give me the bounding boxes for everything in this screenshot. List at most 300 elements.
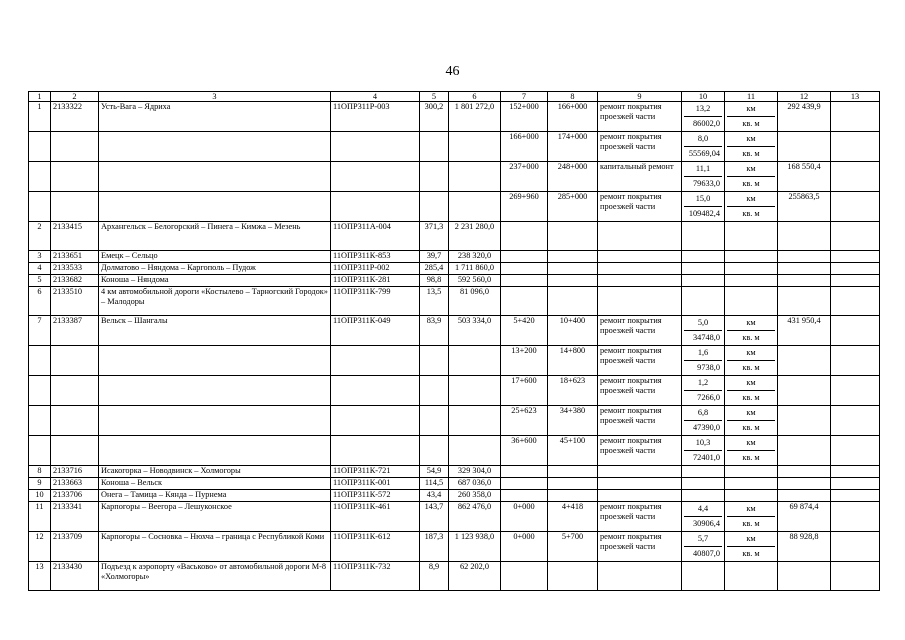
stacked-cell — [682, 102, 725, 132]
start-km-cell — [501, 251, 548, 263]
end-km-cell: 14+800 — [548, 346, 598, 376]
road-name-cell — [99, 346, 331, 376]
start-km-cell: 0+000 — [501, 502, 548, 532]
cost-cell — [778, 346, 831, 376]
start-km-cell: 166+000 — [501, 132, 548, 162]
stacked-cell-top: 5,7 — [684, 532, 722, 547]
road-code-cell: 11ОПР311К-732 — [331, 562, 420, 591]
stacked-cell — [682, 346, 725, 376]
column-number: 7 — [501, 92, 548, 102]
length-cell: 8,9 — [420, 562, 449, 591]
cost-cell — [778, 222, 831, 251]
stacked-cell-top: 11,1 — [684, 162, 722, 177]
cost-cell: 168 550,4 — [778, 162, 831, 192]
road-id-cell — [51, 376, 99, 406]
length-cell: 300,2 — [420, 102, 449, 132]
stacked-cell-top: км — [727, 102, 775, 117]
end-km-cell: 45+100 — [548, 436, 598, 466]
stacked-cell-bottom: 47390,0 — [693, 423, 720, 432]
road-id-cell — [51, 436, 99, 466]
work-type-cell — [598, 478, 682, 490]
end-km-cell: 174+000 — [548, 132, 598, 162]
end-km-cell — [548, 263, 598, 275]
road-code-cell — [331, 376, 420, 406]
note-cell — [831, 316, 880, 346]
stacked-cell — [682, 436, 725, 466]
note-cell — [831, 102, 880, 132]
start-km-cell: 17+600 — [501, 376, 548, 406]
stacked-cell-bottom: кв. м — [742, 209, 760, 218]
note-cell — [831, 287, 880, 316]
note-cell — [831, 192, 880, 222]
cost-cell — [778, 490, 831, 502]
stacked-cell-bottom: 55569,04 — [688, 149, 720, 158]
road-code-cell — [331, 132, 420, 162]
stacked-cell — [682, 192, 725, 222]
stacked-cell — [725, 192, 778, 222]
stacked-cell-top: 8,0 — [684, 132, 722, 147]
stacked-cell-bottom: кв. м — [742, 119, 760, 128]
cost-cell — [778, 376, 831, 406]
table-row — [29, 532, 880, 562]
amount-cell: 687 036,0 — [449, 478, 501, 490]
start-km-cell — [501, 562, 548, 591]
stacked-cell-bottom: 86002,0 — [693, 119, 720, 128]
stacked-cell-bottom: 9738,0 — [697, 363, 720, 372]
row-number-cell — [29, 436, 51, 466]
road-code-cell: 11ОПР311К-572 — [331, 490, 420, 502]
road-code-cell — [331, 406, 420, 436]
road-code-cell: 11ОПР311Р-003 — [331, 102, 420, 132]
work-type-cell — [598, 490, 682, 502]
table-row — [29, 275, 880, 287]
stacked-cell-top: км — [727, 162, 775, 177]
start-km-cell — [501, 478, 548, 490]
cost-cell — [778, 251, 831, 263]
table-row — [29, 478, 880, 490]
row-number-cell — [29, 346, 51, 376]
row-number-cell: 5 — [29, 275, 51, 287]
length-cell: 13,5 — [420, 287, 449, 316]
work-type-cell: ремонт покрытия проезжей части — [598, 436, 682, 466]
road-code-cell: 11ОПР311А-004 — [331, 222, 420, 251]
start-km-cell: 152+000 — [501, 102, 548, 132]
unit-cell — [725, 478, 778, 490]
road-code-cell: 11ОПР311К-799 — [331, 287, 420, 316]
column-number: 4 — [331, 92, 420, 102]
table-row — [29, 251, 880, 263]
stacked-cell-bottom: 40807,0 — [693, 549, 720, 558]
work-type-cell: ремонт покрытия проезжей части — [598, 102, 682, 132]
note-cell — [831, 251, 880, 263]
table-row — [29, 490, 880, 502]
road-code-cell — [331, 192, 420, 222]
work-type-cell: ремонт покрытия проезжей части — [598, 132, 682, 162]
cost-cell: 292 439,9 — [778, 102, 831, 132]
stacked-cell-top: км — [727, 316, 775, 331]
row-number-cell: 8 — [29, 466, 51, 478]
table-row — [29, 192, 880, 222]
length-cell: 143,7 — [420, 502, 449, 532]
row-number-cell: 10 — [29, 490, 51, 502]
start-km-cell: 13+200 — [501, 346, 548, 376]
volume-cell — [682, 466, 725, 478]
amount-cell — [449, 162, 501, 192]
work-type-cell — [598, 562, 682, 591]
road-code-cell: 11ОПР311Р-002 — [331, 263, 420, 275]
amount-cell: 2 231 280,0 — [449, 222, 501, 251]
row-number-cell — [29, 162, 51, 192]
stacked-cell — [725, 502, 778, 532]
note-cell — [831, 406, 880, 436]
stacked-cell-top: км — [727, 406, 775, 421]
stacked-cell — [725, 102, 778, 132]
note-cell — [831, 162, 880, 192]
note-cell — [831, 132, 880, 162]
end-km-cell — [548, 490, 598, 502]
road-code-cell: 11ОПР311К-721 — [331, 466, 420, 478]
note-cell — [831, 346, 880, 376]
amount-cell — [449, 192, 501, 222]
stacked-cell — [725, 376, 778, 406]
row-number-cell — [29, 192, 51, 222]
work-type-cell: ремонт покрытия проезжей части — [598, 406, 682, 436]
stacked-cell — [725, 346, 778, 376]
work-type-cell — [598, 222, 682, 251]
note-cell — [831, 275, 880, 287]
table-body — [29, 92, 880, 591]
stacked-cell-top: км — [727, 192, 775, 207]
end-km-cell: 10+400 — [548, 316, 598, 346]
column-number: 6 — [449, 92, 501, 102]
table-row — [29, 287, 880, 316]
stacked-cell-bottom: 79633,0 — [693, 179, 720, 188]
end-km-cell: 248+000 — [548, 162, 598, 192]
road-id-cell: 2133716 — [51, 466, 99, 478]
end-km-cell — [548, 478, 598, 490]
table-row — [29, 102, 880, 132]
stacked-cell-bottom: кв. м — [742, 549, 760, 558]
stacked-cell-bottom: кв. м — [742, 453, 760, 462]
road-name-cell: Карпогоры – Сосновка – Нюхча – граница с Республикой Коми — [99, 532, 331, 562]
table-row — [29, 222, 880, 251]
road-name-cell — [99, 376, 331, 406]
cost-cell — [778, 287, 831, 316]
road-name-cell: Емецк – Сельцо — [99, 251, 331, 263]
road-name-cell: Карпогоры – Веегора – Лешуконское — [99, 502, 331, 532]
note-cell — [831, 436, 880, 466]
road-id-cell — [51, 406, 99, 436]
amount-cell: 1 123 938,0 — [449, 532, 501, 562]
note-cell — [831, 490, 880, 502]
amount-cell: 260 358,0 — [449, 490, 501, 502]
table-row — [29, 263, 880, 275]
stacked-cell-top: 1,2 — [684, 376, 722, 391]
amount-cell: 1 801 272,0 — [449, 102, 501, 132]
row-number-cell — [29, 376, 51, 406]
start-km-cell — [501, 490, 548, 502]
road-name-cell — [99, 162, 331, 192]
row-number-cell: 9 — [29, 478, 51, 490]
row-number-cell: 12 — [29, 532, 51, 562]
length-cell: 114,5 — [420, 478, 449, 490]
stacked-cell — [682, 132, 725, 162]
start-km-cell — [501, 275, 548, 287]
road-code-cell: 11ОПР311К-612 — [331, 532, 420, 562]
row-number-cell: 6 — [29, 287, 51, 316]
road-name-cell — [99, 436, 331, 466]
row-number-cell: 3 — [29, 251, 51, 263]
road-repair-table — [28, 91, 880, 591]
road-code-cell — [331, 436, 420, 466]
road-name-cell — [99, 132, 331, 162]
start-km-cell: 5+420 — [501, 316, 548, 346]
page-number: 46 — [445, 64, 460, 79]
note-cell — [831, 562, 880, 591]
cost-cell — [778, 132, 831, 162]
work-type-cell — [598, 287, 682, 316]
work-type-cell: ремонт покрытия проезжей части — [598, 532, 682, 562]
column-number: 12 — [778, 92, 831, 102]
stacked-cell-bottom: кв. м — [742, 179, 760, 188]
stacked-cell-bottom: 30906,4 — [693, 519, 720, 528]
road-name-cell: Коноша – Няндома — [99, 275, 331, 287]
column-number: 9 — [598, 92, 682, 102]
length-cell — [420, 406, 449, 436]
volume-cell — [682, 263, 725, 275]
end-km-cell: 166+000 — [548, 102, 598, 132]
stacked-cell-top: 15,0 — [684, 192, 722, 207]
cost-cell: 255863,5 — [778, 192, 831, 222]
start-km-cell — [501, 287, 548, 316]
volume-cell — [682, 478, 725, 490]
work-type-cell — [598, 263, 682, 275]
unit-cell — [725, 275, 778, 287]
start-km-cell: 269+960 — [501, 192, 548, 222]
road-code-cell: 11ОПР311К-853 — [331, 251, 420, 263]
work-type-cell — [598, 275, 682, 287]
work-type-cell: ремонт покрытия проезжей части — [598, 346, 682, 376]
length-cell: 285,4 — [420, 263, 449, 275]
unit-cell — [725, 263, 778, 275]
amount-cell — [449, 346, 501, 376]
cost-cell: 69 874,4 — [778, 502, 831, 532]
amount-cell — [449, 406, 501, 436]
stacked-cell-top: км — [727, 346, 775, 361]
end-km-cell — [548, 251, 598, 263]
road-name-cell: Онега – Тамица – Кянда – Пурнема — [99, 490, 331, 502]
table-row — [29, 316, 880, 346]
length-cell — [420, 346, 449, 376]
road-name-cell: Архангельск – Белогорский – Пинега – Кимжа – Мезень — [99, 222, 331, 251]
column-number: 5 — [420, 92, 449, 102]
length-cell: 187,3 — [420, 532, 449, 562]
stacked-cell — [725, 162, 778, 192]
road-name-cell: Усть-Вага – Ядриха — [99, 102, 331, 132]
amount-cell: 62 202,0 — [449, 562, 501, 591]
row-number-cell: 4 — [29, 263, 51, 275]
cost-cell — [778, 436, 831, 466]
cost-cell — [778, 263, 831, 275]
length-cell: 83,9 — [420, 316, 449, 346]
note-cell — [831, 532, 880, 562]
row-number-cell — [29, 406, 51, 436]
unit-cell — [725, 251, 778, 263]
cost-cell — [778, 562, 831, 591]
stacked-cell-bottom: 7266,0 — [697, 393, 720, 402]
road-name-cell: 4 км автомобильной дороги «Костылево – Тарногский Городок» – Малодоры — [99, 287, 331, 316]
cost-cell — [778, 275, 831, 287]
column-number: 13 — [831, 92, 880, 102]
work-type-cell: ремонт покрытия проезжей части — [598, 376, 682, 406]
unit-cell — [725, 490, 778, 502]
work-type-cell — [598, 466, 682, 478]
road-id-cell: 2133651 — [51, 251, 99, 263]
amount-cell: 862 476,0 — [449, 502, 501, 532]
length-cell — [420, 192, 449, 222]
column-number: 8 — [548, 92, 598, 102]
road-name-cell: Долматово – Няндома – Каргополь – Пудож — [99, 263, 331, 275]
note-cell — [831, 478, 880, 490]
table-row — [29, 466, 880, 478]
end-km-cell: 285+000 — [548, 192, 598, 222]
road-code-cell — [331, 162, 420, 192]
amount-cell: 1 711 860,0 — [449, 263, 501, 275]
stacked-cell — [682, 532, 725, 562]
length-cell — [420, 162, 449, 192]
road-name-cell — [99, 406, 331, 436]
stacked-cell-bottom: 34748,0 — [693, 333, 720, 342]
unit-cell — [725, 466, 778, 478]
end-km-cell — [548, 466, 598, 478]
end-km-cell: 18+623 — [548, 376, 598, 406]
work-type-cell — [598, 251, 682, 263]
table-row — [29, 406, 880, 436]
volume-cell — [682, 222, 725, 251]
road-id-cell: 2133709 — [51, 532, 99, 562]
start-km-cell — [501, 263, 548, 275]
table-row — [29, 376, 880, 406]
road-id-cell: 2133322 — [51, 102, 99, 132]
length-cell: 54,9 — [420, 466, 449, 478]
stacked-cell-bottom: кв. м — [742, 333, 760, 342]
start-km-cell: 0+000 — [501, 532, 548, 562]
note-cell — [831, 376, 880, 406]
road-id-cell — [51, 132, 99, 162]
start-km-cell: 25+623 — [501, 406, 548, 436]
end-km-cell — [548, 562, 598, 591]
road-id-cell: 2133415 — [51, 222, 99, 251]
road-id-cell — [51, 192, 99, 222]
road-id-cell: 2133510 — [51, 287, 99, 316]
note-cell — [831, 263, 880, 275]
stacked-cell — [725, 132, 778, 162]
stacked-cell-top: 10,3 — [684, 436, 722, 451]
end-km-cell: 5+700 — [548, 532, 598, 562]
note-cell — [831, 466, 880, 478]
stacked-cell — [725, 532, 778, 562]
road-id-cell — [51, 162, 99, 192]
table-row — [29, 346, 880, 376]
stacked-cell — [725, 436, 778, 466]
cost-cell: 88 928,8 — [778, 532, 831, 562]
road-name-cell: Коноша – Вельск — [99, 478, 331, 490]
stacked-cell-bottom: кв. м — [742, 519, 760, 528]
amount-cell — [449, 132, 501, 162]
end-km-cell — [548, 275, 598, 287]
length-cell: 39,7 — [420, 251, 449, 263]
stacked-cell-top: км — [727, 532, 775, 547]
road-code-cell: 11ОПР311К-001 — [331, 478, 420, 490]
amount-cell: 503 334,0 — [449, 316, 501, 346]
road-code-cell: 11ОПР311К-049 — [331, 316, 420, 346]
road-id-cell — [51, 346, 99, 376]
length-cell: 43,4 — [420, 490, 449, 502]
stacked-cell-top: км — [727, 376, 775, 391]
amount-cell — [449, 376, 501, 406]
road-code-cell — [331, 346, 420, 376]
stacked-cell-top: км — [727, 502, 775, 517]
end-km-cell — [548, 222, 598, 251]
start-km-cell — [501, 222, 548, 251]
stacked-cell — [725, 406, 778, 436]
end-km-cell: 4+418 — [548, 502, 598, 532]
stacked-cell-bottom: кв. м — [742, 149, 760, 158]
note-cell — [831, 502, 880, 532]
column-number: 2 — [51, 92, 99, 102]
stacked-cell-top: 6,8 — [684, 406, 722, 421]
unit-cell — [725, 287, 778, 316]
column-number: 10 — [682, 92, 725, 102]
row-number-cell: 7 — [29, 316, 51, 346]
stacked-cell-top: 5,0 — [684, 316, 722, 331]
column-number-row — [29, 92, 880, 102]
stacked-cell-top: км — [727, 132, 775, 147]
stacked-cell — [682, 406, 725, 436]
road-id-cell: 2133706 — [51, 490, 99, 502]
unit-cell — [725, 222, 778, 251]
road-id-cell: 2133430 — [51, 562, 99, 591]
row-number-cell: 2 — [29, 222, 51, 251]
road-name-cell: Исакогорка – Новодвинск – Холмогоры — [99, 466, 331, 478]
length-cell: 98,8 — [420, 275, 449, 287]
road-id-cell: 2133387 — [51, 316, 99, 346]
end-km-cell — [548, 287, 598, 316]
length-cell — [420, 376, 449, 406]
stacked-cell — [682, 376, 725, 406]
length-cell: 371,3 — [420, 222, 449, 251]
work-type-cell: капитальный ремонт — [598, 162, 682, 192]
row-number-cell: 1 — [29, 102, 51, 132]
stacked-cell-bottom: кв. м — [742, 363, 760, 372]
length-cell — [420, 132, 449, 162]
start-km-cell: 36+600 — [501, 436, 548, 466]
stacked-cell-bottom: 109482,4 — [688, 209, 720, 218]
stacked-cell-top: 1,6 — [684, 346, 722, 361]
table-row — [29, 132, 880, 162]
row-number-cell: 11 — [29, 502, 51, 532]
stacked-cell-bottom: кв. м — [742, 423, 760, 432]
table-row — [29, 502, 880, 532]
cost-cell: 431 950,4 — [778, 316, 831, 346]
stacked-cell-bottom: 72401,0 — [693, 453, 720, 462]
cost-cell — [778, 478, 831, 490]
work-type-cell: ремонт покрытия проезжей части — [598, 502, 682, 532]
row-number-cell: 13 — [29, 562, 51, 591]
road-id-cell: 2133682 — [51, 275, 99, 287]
road-name-cell: Подъезд к аэропорту «Васьково» от автомобильной дороги М-8 «Холмогоры» — [99, 562, 331, 591]
volume-cell — [682, 251, 725, 263]
